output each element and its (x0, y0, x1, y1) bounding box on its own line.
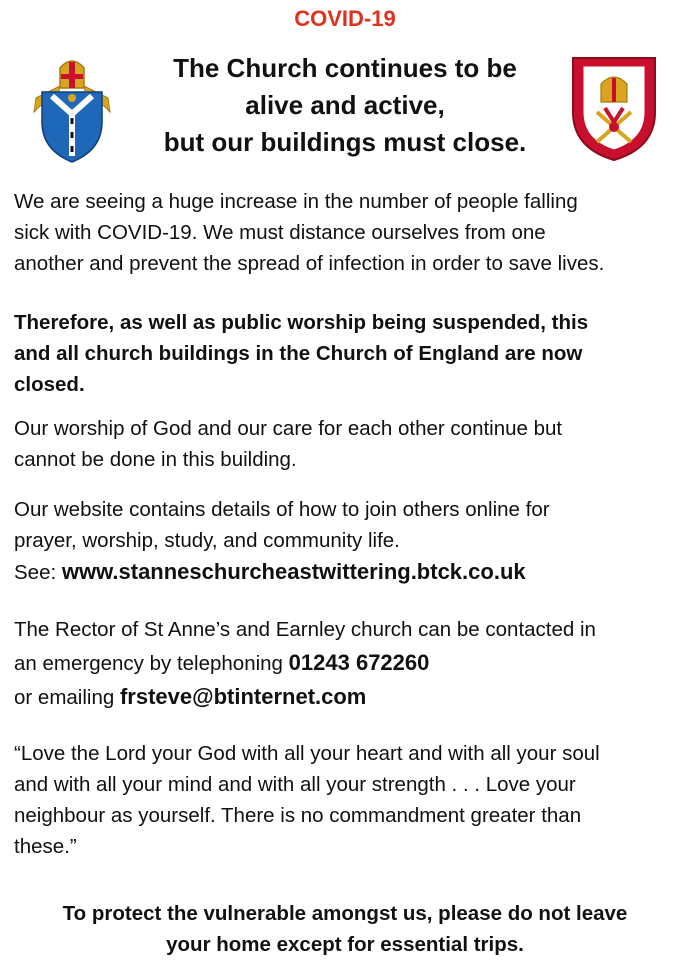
paragraph-worship (14, 413, 676, 475)
headline (120, 50, 570, 161)
paragraph-line: prayer, worship, study, and community life. (14, 529, 400, 552)
footer-line: your home except for essential trips. (166, 933, 524, 956)
email-link[interactable]: frsteve@btinternet.com (119, 684, 367, 709)
paragraph-line: Our worship of God and our care for each other continue but (14, 417, 563, 440)
email-line (14, 680, 676, 714)
paragraph-line: We are seeing a huge increase in the number of people falling (14, 190, 578, 213)
paragraph-increase (14, 186, 676, 279)
phone-number[interactable]: 01243 672260 (288, 650, 430, 675)
notice-title: COVID-19 (294, 6, 396, 31)
footer-line: To protect the vulnerable amongst us, please do not leave (62, 902, 628, 925)
quote-line: these.” (14, 835, 77, 858)
paragraph-line: and all church buildings in the Church of England are now (14, 342, 583, 365)
headline-line-3: but our buildings must close. (163, 127, 527, 157)
headline-line-2: alive and active, (245, 90, 445, 120)
quote-line: and with all your mind and with all your strength . . . Love your (14, 773, 576, 796)
paragraph-line: The Rector of St Anne’s and Earnley church can be contacted in (14, 618, 596, 641)
quote-line: neighbour as yourself. There is no commandment greater than (14, 804, 582, 827)
phone-prefix: an emergency by telephoning (14, 652, 289, 675)
paragraph-line: sick with COVID-19. We must distance ourselves from one (14, 221, 546, 244)
paragraph-closure (14, 307, 676, 400)
phone-line (14, 646, 676, 680)
paragraph-line: cannot be done in this building. (14, 448, 297, 471)
paragraph-line: Therefore, as well as public worship being suspended, this (14, 311, 589, 334)
see-label: See: (14, 561, 62, 584)
archbishop-seal-icon (567, 52, 661, 169)
diocesan-crest-icon (30, 52, 114, 169)
email-prefix: or emailing (14, 686, 120, 709)
paragraph-line: another and prevent the spread of infection in order to save lives. (14, 252, 605, 275)
paragraph-line: Our website contains details of how to join others online for (14, 498, 550, 521)
website-line (14, 556, 676, 588)
paragraph-line: closed. (14, 373, 85, 396)
paragraph-website (14, 494, 676, 588)
quote-line: “Love the Lord your God with all your heart and with all your soul (14, 742, 600, 765)
headline-line-1: The Church continues to be (173, 53, 517, 83)
website-link[interactable]: www.stanneschurcheastwittering.btck.co.uk (61, 559, 526, 584)
scripture-quote (14, 738, 676, 862)
paragraph-contact (14, 613, 676, 714)
footer-notice (0, 898, 690, 960)
